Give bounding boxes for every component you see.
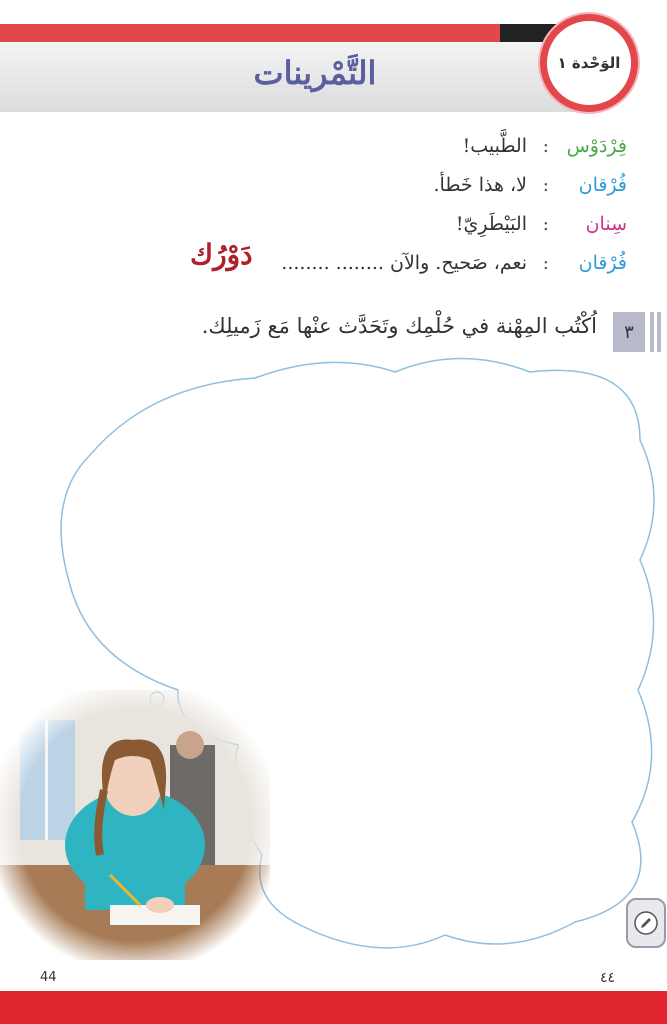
your-turn-label: دَوْرُك <box>190 238 253 271</box>
utterance: الطَّبيب! <box>462 135 527 157</box>
page-title: التَّمْرينات <box>253 54 377 92</box>
speaker-colon: : <box>542 213 549 235</box>
speaker-colon: : <box>542 252 549 274</box>
utterance: البَيْطَرِيّ! <box>455 213 527 235</box>
bottom-decor-bar <box>0 991 667 1024</box>
utterance: لا، هذا خَطأ. <box>433 174 527 196</box>
speaker-name: فُرْقان <box>578 252 627 274</box>
page-number-latin: 44 <box>40 970 57 985</box>
speaker-colon: : <box>542 174 549 196</box>
pencil-button[interactable] <box>626 898 666 948</box>
exercise-number: ٣ <box>613 312 645 352</box>
pencil-icon <box>633 910 659 936</box>
speaker-name: فُرْقان <box>578 174 627 196</box>
speaker-name: سِنان <box>585 213 627 235</box>
page-number-arabic: ٤٤ <box>600 970 616 986</box>
utterance: نعم، صَحيح. والآن ........ ........ <box>281 252 527 274</box>
student-writing-illustration <box>0 690 270 960</box>
exercise-instruction: اُكْتُب المِهْنة في حُلْمِك وتَحَدَّث عنْها مَع زَميلِك. <box>201 314 597 338</box>
speaker-name: فِرْدَوْس <box>566 135 627 157</box>
speaker-colon: : <box>542 135 549 157</box>
unit-label: الوَحْدة ١ <box>557 54 621 72</box>
